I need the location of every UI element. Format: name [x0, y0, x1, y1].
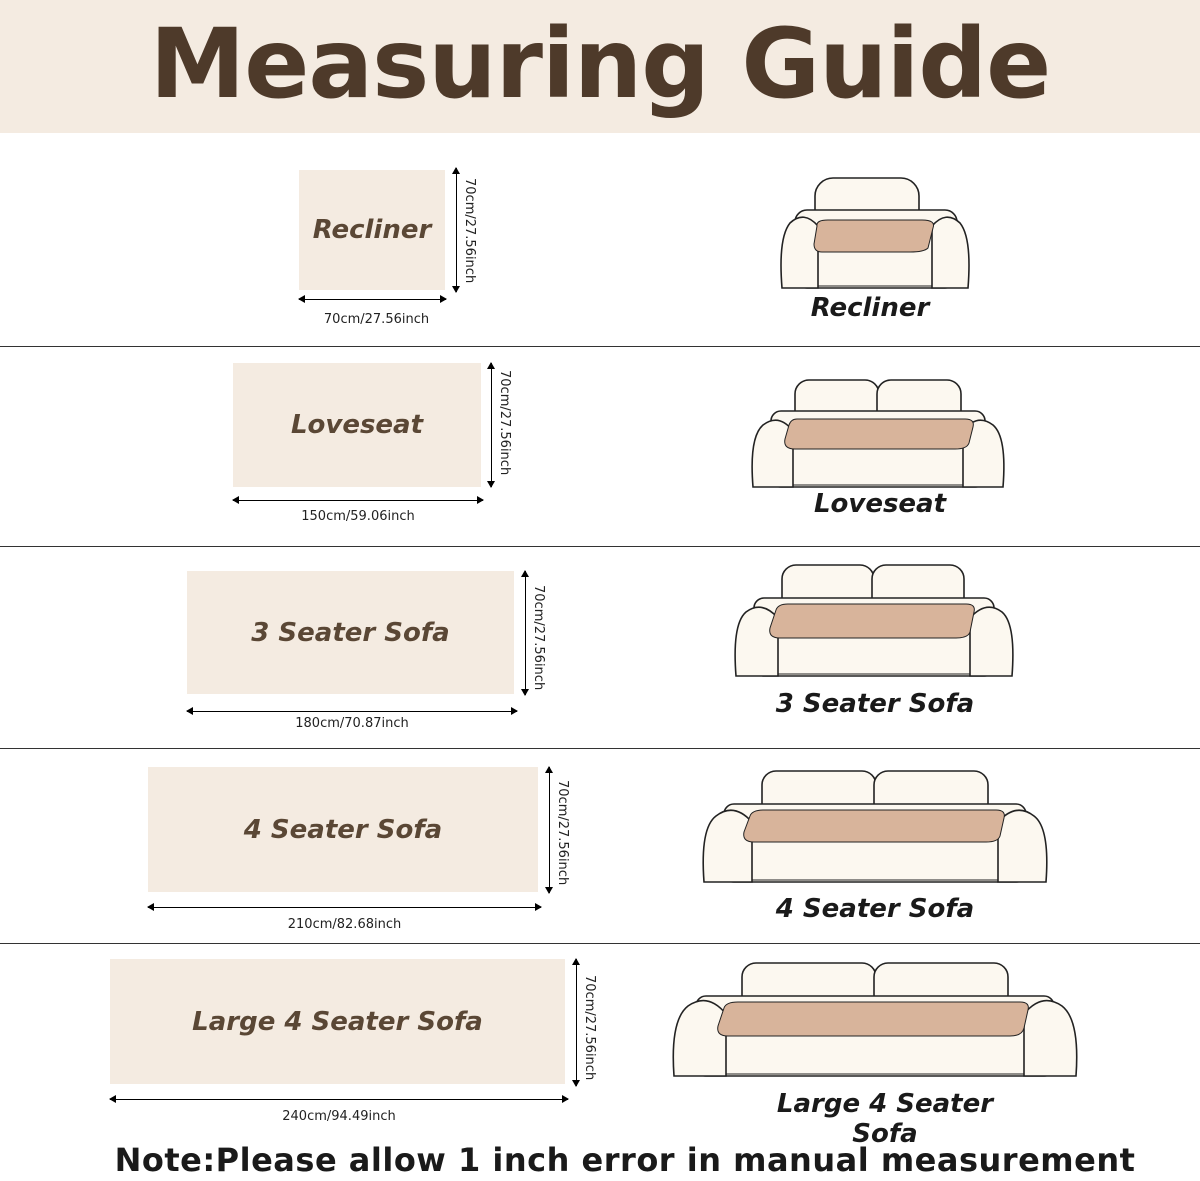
width-dimension-label: 240cm/94.49inch [282, 1109, 396, 1124]
size-rect-label: Large 4 Seater Sofa [192, 1006, 483, 1037]
size-rect-label: Loveseat [290, 410, 424, 440]
width-dimension-label: 150cm/59.06inch [301, 509, 415, 524]
loveseat-illustration [747, 375, 1009, 493]
sofa-label: Recliner [810, 293, 930, 323]
row-divider [0, 346, 1200, 347]
width-dimension-arrow [299, 299, 446, 300]
sofa-label: 3 Seater Sofa [775, 689, 975, 719]
depth-dimension-label: 70cm/27.56inch [531, 585, 546, 691]
sofa-label: Large 4 Seater Sofa [776, 1089, 994, 1149]
sofa-label: 4 Seater Sofa [775, 894, 975, 924]
row-divider [0, 748, 1200, 749]
depth-dimension-arrow [549, 767, 550, 893]
width-dimension-label: 180cm/70.87inch [295, 716, 409, 731]
4-seater-sofa-illustration [698, 768, 1052, 888]
depth-dimension-label: 70cm/27.56inch [555, 780, 570, 886]
size-rect-label: 3 Seater Sofa [251, 617, 450, 648]
3-seater-sofa-illustration [730, 562, 1018, 682]
sofa-label: Loveseat [813, 489, 947, 519]
row-divider [0, 546, 1200, 547]
depth-dimension-arrow [491, 363, 492, 487]
recliner-illustration [770, 168, 980, 298]
depth-dimension-arrow [525, 571, 526, 695]
depth-dimension-arrow [576, 959, 577, 1086]
large-4-seater-sofa-illustration [668, 960, 1082, 1082]
depth-dimension-arrow [456, 168, 457, 292]
measurement-note: Note:Please allow 1 inch error in manual measurement [114, 1141, 1136, 1179]
size-rect-3-seater [187, 571, 514, 694]
row-divider [0, 943, 1200, 944]
size-rect-recliner [299, 170, 445, 290]
width-dimension-label: 70cm/27.56inch [323, 312, 430, 327]
depth-dimension-label: 70cm/27.56inch [582, 975, 597, 1081]
width-dimension-arrow [187, 711, 517, 712]
width-dimension-label: 210cm/82.68inch [287, 917, 402, 932]
size-rect-label: Recliner [312, 215, 432, 245]
width-dimension-arrow [233, 500, 483, 501]
size-rect-loveseat [233, 363, 481, 487]
size-rect-large-4-seater [110, 959, 565, 1084]
size-rect-label: 4 Seater Sofa [243, 814, 443, 845]
size-rect-4-seater [148, 767, 538, 892]
depth-dimension-label: 70cm/27.56inch [462, 178, 477, 284]
depth-dimension-label: 70cm/27.56inch [497, 370, 512, 476]
page-title: Measuring Guide [149, 8, 1051, 120]
width-dimension-arrow [110, 1099, 568, 1100]
width-dimension-arrow [148, 907, 541, 908]
